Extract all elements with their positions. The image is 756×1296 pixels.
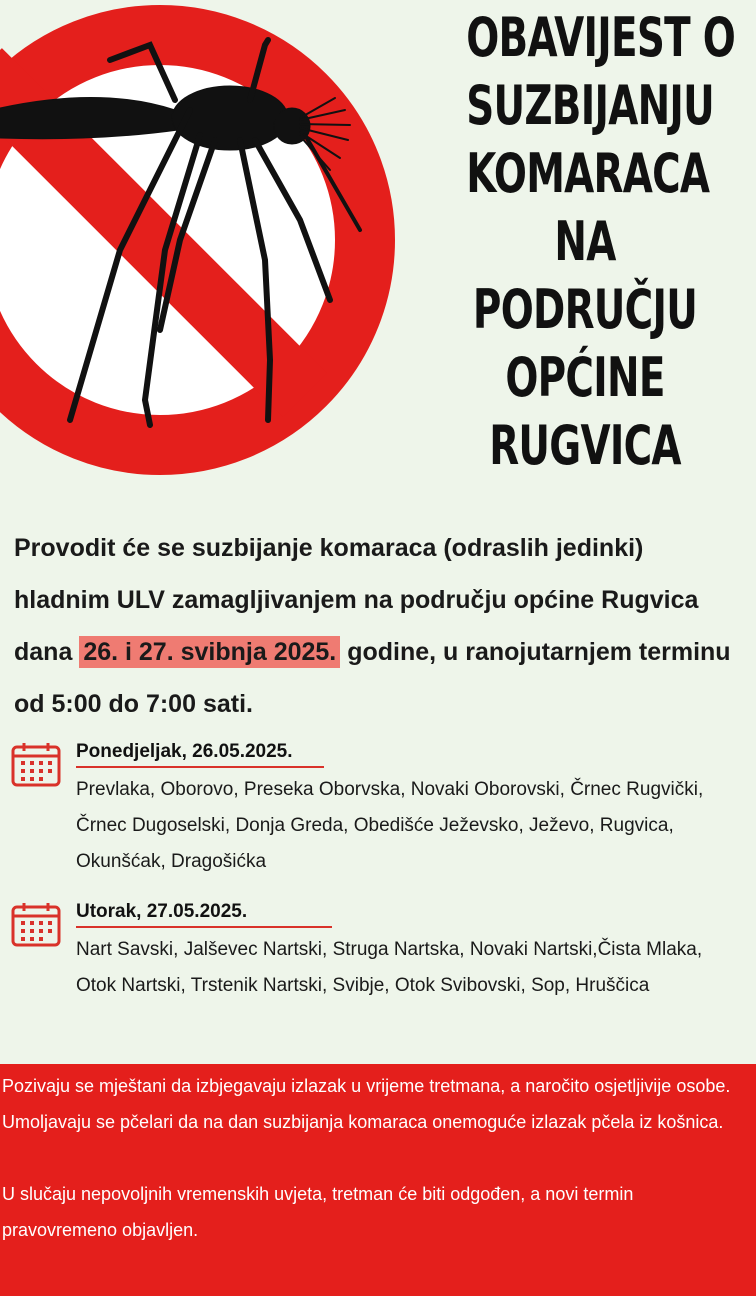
poster-title: [466, 4, 736, 480]
day-places: Nart Savski, Jalševec Nartski, Struga Nartska, Novaki Nartski,Čista Mlaka, Otok Nartski, Trstenik Nartski, Svibje, Otok Svibovski, Sop, Hruščica: [76, 939, 703, 996]
mosquito-prohibited-icon: [0, 0, 400, 495]
notice-paragraph: Pozivaju se mještani da izbjegavaju izlazak u vrijeme tretmana, a naročito osjetljivije osobe. Umoljavaju se pčelari da na dan suzbijanja komaraca onemoguće izlazak pčela iz košnica.: [2, 1076, 731, 1132]
title-line: OPĆINE: [505, 346, 665, 409]
calendar-icon: [10, 902, 62, 948]
notice-paragraph: U slučaju nepovoljnih vremenskih uvjeta, tretman će biti odgođen, a novi termin pravovremeno objavljen.: [2, 1184, 634, 1240]
intro-text-before: Provodit će se suzbijanje komaraca (odraslih jedinki) hladnim ULV zamagljivanjem na području općine Rugvica dana: [14, 534, 699, 666]
intro-paragraph: [14, 522, 744, 730]
title-line: OBAVIJEST O: [466, 6, 736, 69]
title-line: RUGVICA: [489, 414, 681, 477]
day-places: Prevlaka, Oborovo, Preseka Oborvska, Novaki Oborovski, Črnec Rugvički, Črnec Dugoselski, Donja Greda, Obedišće Ježevsko, Ježevo, Rugvica, Okunšćak, Dragošićka: [76, 779, 704, 872]
title-line: SUZBIJANJU: [466, 74, 715, 137]
title-line: PODRUČJU: [472, 278, 698, 341]
title-line: NA: [554, 210, 616, 273]
title-line: KOMARACA: [466, 142, 710, 205]
day-heading: Ponedjeljak, 26.05.2025.: [76, 741, 293, 762]
calendar-icon: [10, 742, 62, 788]
day-heading: Utorak, 27.05.2025.: [76, 901, 248, 922]
day-underline: [76, 926, 332, 928]
date-highlight: 26. i 27. svibnja 2025.: [79, 636, 340, 668]
notice-spacer: [2, 1140, 748, 1176]
day-underline: [76, 766, 324, 768]
notice-box: [0, 1064, 756, 1296]
intro-text-after: godine, u ranojutarnjem terminu od 5:00 do 7:00 sati.: [14, 638, 731, 718]
